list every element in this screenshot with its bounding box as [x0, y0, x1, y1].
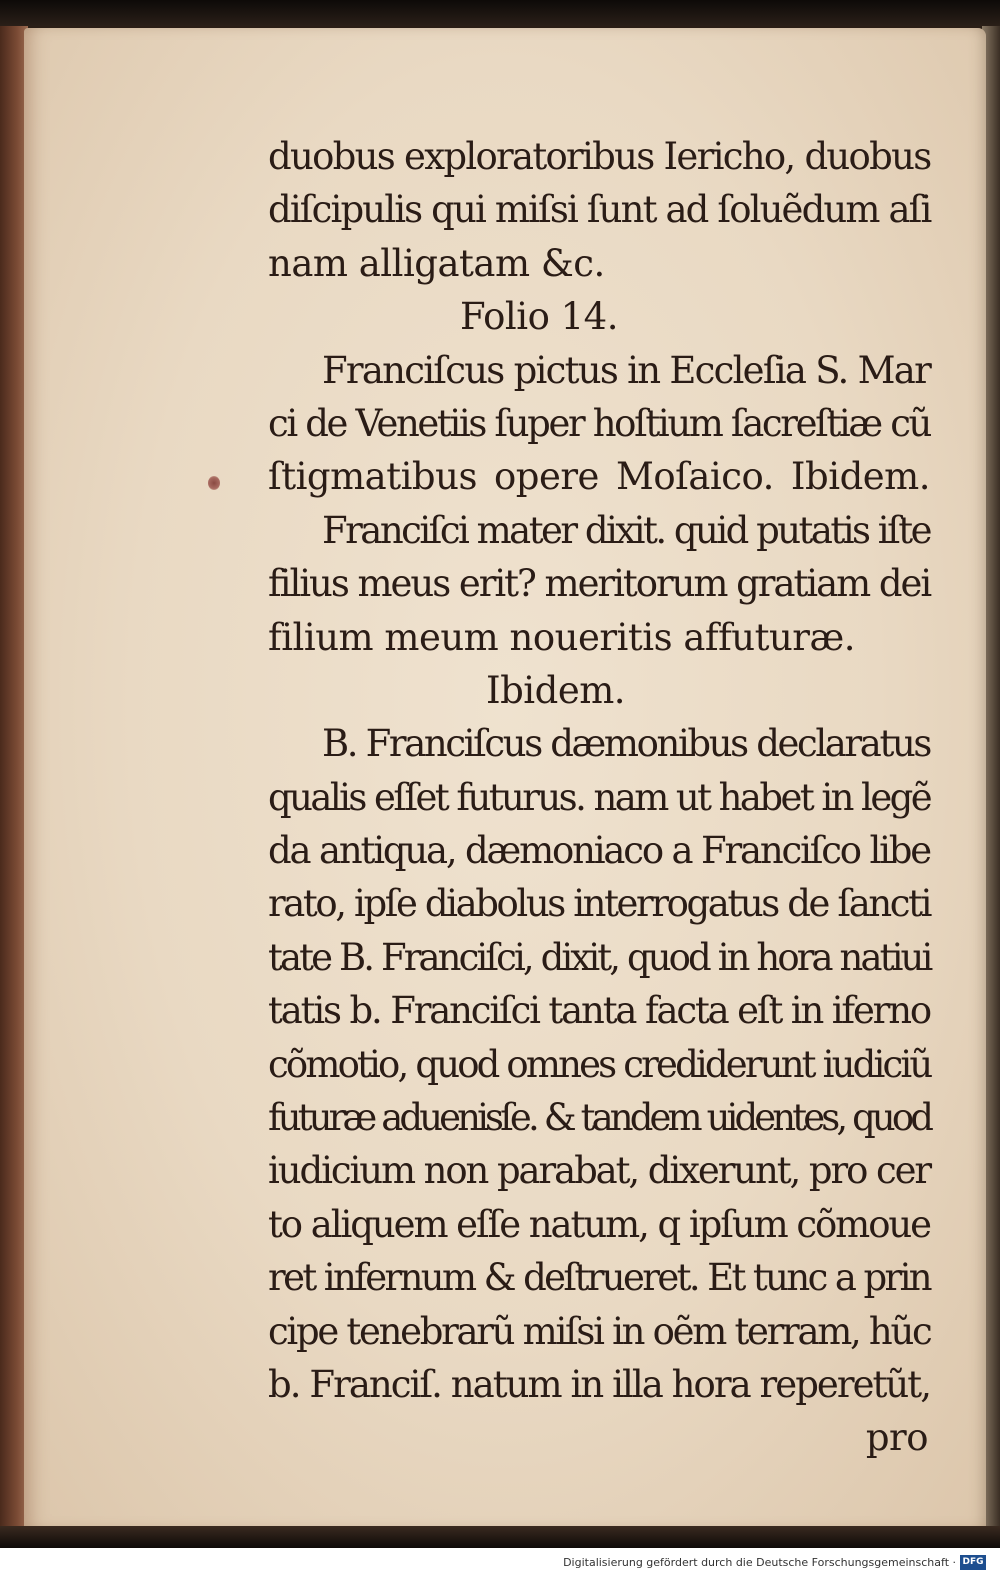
text-line-6: ci de Venetiis ſuper hoſtium ſacreſtiæ cũ: [268, 401, 930, 445]
folio-heading: Folio 14.: [460, 295, 618, 339]
text-line-9: filius meus erit? meritorum gratiam dei: [268, 562, 931, 606]
text-line-22: ret infernum & deſtrueret. Et tunc a prin: [268, 1256, 930, 1300]
text-line-12: B. Franciſcus dæmonibus declaratus: [322, 722, 930, 766]
text-line-10: filium meum noueritis affuturæ.: [268, 615, 856, 659]
text-line-19: futuræ aduenisſe. & tandem uidentes, quod: [268, 1096, 930, 1140]
text-line-23: cipe tenebrarũ miſsi in oẽm terram, hũc: [268, 1309, 931, 1353]
dfg-logo-icon: DFG: [960, 1555, 986, 1570]
digitization-footer: [0, 1548, 1000, 1581]
text-line-14: da antiqua, dæmoniaco a Franciſco libe: [268, 829, 930, 873]
text-line-17: tatis b. Franciſci tanta facta eſt in iferno: [268, 989, 930, 1033]
text-line-20: iudicium non parabat, dixerunt, pro cer: [268, 1149, 930, 1193]
text-line-16: tate B. Franciſci, dixit, quod in hora natiui: [268, 935, 931, 979]
text-line-7: ſtigmatibus opere Moſaico. Ibidem.: [268, 455, 930, 499]
book-top-edge: [0, 0, 1000, 26]
page-text-block: [268, 130, 930, 1465]
text-line-13: qualis eſſet futurus. nam ut habet in legẽ: [268, 775, 931, 819]
text-line-8: Franciſci mater dixit. quid putatis iſte: [322, 508, 930, 552]
text-line-5: Franciſcus pictus in Eccleſia S. Mar: [322, 348, 930, 392]
text-line-2: diſcipulis qui miſsi ſunt ad ſoluẽdum aſi: [268, 188, 931, 232]
funding-credit: Digitalisierung gefördert durch die Deutsche Forschungsgemeinschaft ·: [563, 1556, 956, 1569]
text-line-1: duobus exploratoribus Iericho, duobus: [268, 135, 931, 178]
text-line-21: to aliquem eſſe natum, q ipſum cõmoue: [268, 1202, 930, 1246]
catchword: pro: [865, 1416, 928, 1460]
text-line-15: rato, ipſe diabolus interrogatus de ſancti: [268, 882, 930, 926]
ibidem-heading: Ibidem.: [486, 668, 626, 712]
book-bottom-edge: [0, 1526, 1000, 1548]
ink-spot: [208, 476, 220, 490]
text-line-3: nam alligatam &c.: [268, 241, 605, 285]
text-line-24: b. Franciſ. natum in illa hora reperetũt,: [268, 1362, 930, 1406]
text-line-18: cõmotio, quod omnes crediderunt iudiciũ: [268, 1042, 931, 1086]
